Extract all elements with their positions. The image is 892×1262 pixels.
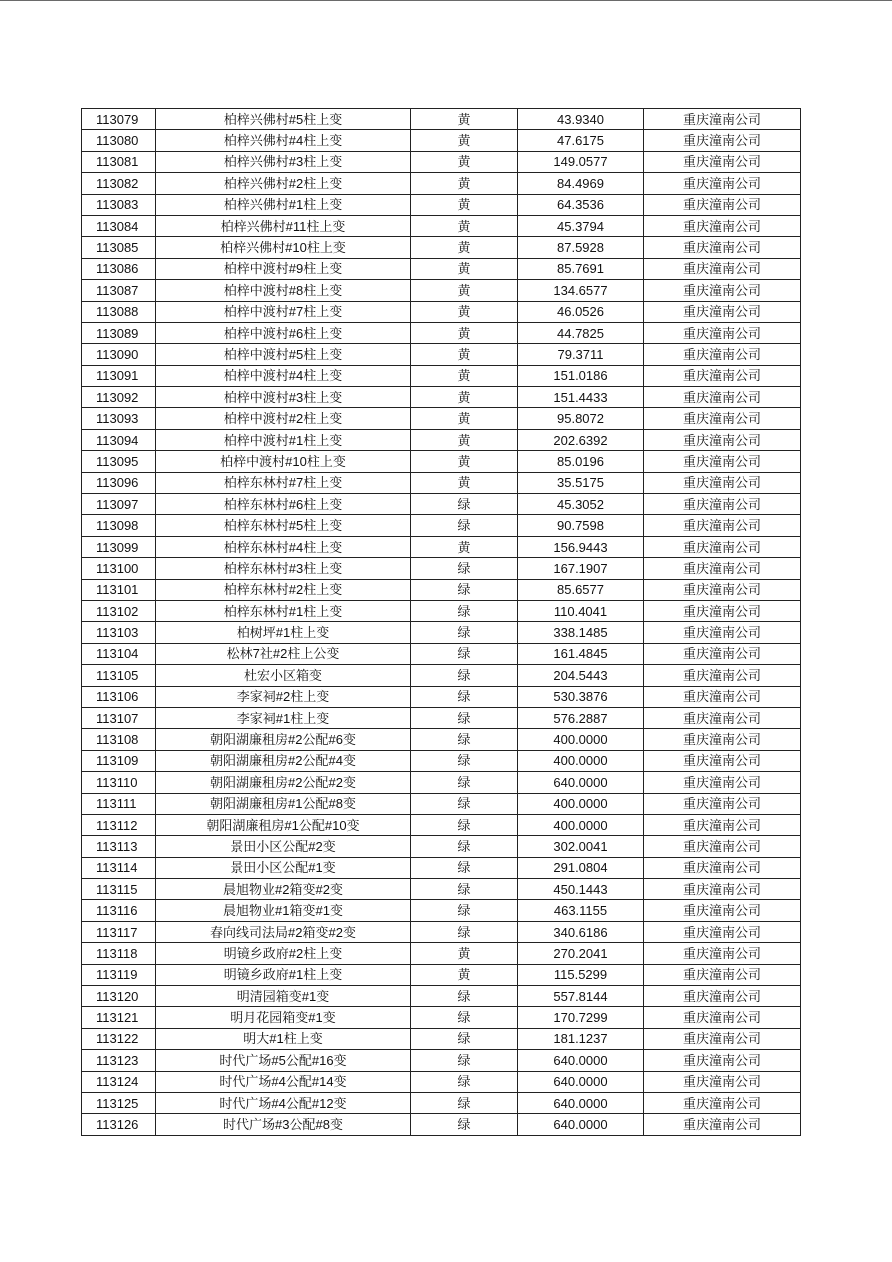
cell-value: 156.9443 [518,536,644,557]
cell-status: 绿 [411,707,518,728]
cell-id: 113109 [82,750,156,771]
cell-value: 400.0000 [518,750,644,771]
cell-transformer-name: 柏梓中渡村#3柱上变 [156,387,411,408]
cell-status: 黄 [411,387,518,408]
cell-company: 重庆潼南公司 [644,387,801,408]
table-row [82,707,801,728]
cell-value: 85.6577 [518,579,644,600]
cell-status: 绿 [411,665,518,686]
cell-transformer-name: 柏梓兴佛村#3柱上变 [156,151,411,172]
cell-company: 重庆潼南公司 [644,836,801,857]
cell-id: 113091 [82,365,156,386]
cell-transformer-name: 柏梓东林村#3柱上变 [156,558,411,579]
cell-value: 87.5928 [518,237,644,258]
cell-status: 绿 [411,1050,518,1071]
cell-value: 270.2041 [518,943,644,964]
cell-value: 85.0196 [518,451,644,472]
cell-transformer-name: 柏树坪#1柱上变 [156,622,411,643]
table-row [82,729,801,750]
cell-id: 113093 [82,408,156,429]
cell-id: 113105 [82,665,156,686]
cell-id: 113080 [82,130,156,151]
cell-company: 重庆潼南公司 [644,729,801,750]
cell-transformer-name: 景田小区公配#1变 [156,857,411,878]
cell-status: 黄 [411,964,518,985]
cell-status: 黄 [411,151,518,172]
cell-id: 113084 [82,215,156,236]
cell-status: 绿 [411,1114,518,1135]
cell-status: 黄 [411,258,518,279]
table-row [82,515,801,536]
cell-value: 85.7691 [518,258,644,279]
table-row [82,1028,801,1049]
cell-company: 重庆潼南公司 [644,365,801,386]
cell-company: 重庆潼南公司 [644,258,801,279]
table-row [82,814,801,835]
cell-company: 重庆潼南公司 [644,429,801,450]
cell-id: 113126 [82,1114,156,1135]
cell-company: 重庆潼南公司 [644,579,801,600]
table-row [82,536,801,557]
table-row [82,686,801,707]
table-row [82,130,801,151]
cell-status: 绿 [411,558,518,579]
cell-transformer-name: 春向线司法局#2箱变#2变 [156,921,411,942]
cell-id: 113112 [82,814,156,835]
cell-status: 黄 [411,301,518,322]
cell-value: 640.0000 [518,1071,644,1092]
cell-status: 黄 [411,365,518,386]
cell-value: 151.0186 [518,365,644,386]
cell-status: 绿 [411,579,518,600]
cell-company: 重庆潼南公司 [644,900,801,921]
cell-value: 640.0000 [518,772,644,793]
cell-id: 113118 [82,943,156,964]
cell-transformer-name: 明镜乡政府#1柱上变 [156,964,411,985]
cell-value: 149.0577 [518,151,644,172]
table-row [82,772,801,793]
cell-id: 113115 [82,879,156,900]
cell-status: 黄 [411,943,518,964]
cell-status: 黄 [411,237,518,258]
table-row [82,215,801,236]
cell-id: 113104 [82,643,156,664]
table-row [82,900,801,921]
table-row [82,1114,801,1135]
cell-transformer-name: 明月花园箱变#1变 [156,1007,411,1028]
cell-id: 113099 [82,536,156,557]
cell-company: 重庆潼南公司 [644,558,801,579]
cell-id: 113124 [82,1071,156,1092]
cell-value: 95.8072 [518,408,644,429]
cell-company: 重庆潼南公司 [644,964,801,985]
table-row [82,344,801,365]
cell-company: 重庆潼南公司 [644,750,801,771]
cell-id: 113082 [82,173,156,194]
table-row [82,665,801,686]
cell-id: 113086 [82,258,156,279]
cell-company: 重庆潼南公司 [644,109,801,130]
table-row [82,301,801,322]
table-row [82,622,801,643]
cell-value: 640.0000 [518,1114,644,1135]
cell-transformer-name: 李家祠#1柱上变 [156,707,411,728]
cell-company: 重庆潼南公司 [644,130,801,151]
cell-transformer-name: 柏梓中渡村#5柱上变 [156,344,411,365]
cell-id: 113079 [82,109,156,130]
table-body [82,109,801,1136]
cell-id: 113081 [82,151,156,172]
cell-id: 113125 [82,1092,156,1113]
cell-status: 绿 [411,750,518,771]
cell-company: 重庆潼南公司 [644,322,801,343]
cell-transformer-name: 松林7社#2柱上公变 [156,643,411,664]
cell-status: 绿 [411,879,518,900]
table-row [82,237,801,258]
cell-transformer-name: 朝阳湖廉租房#2公配#6变 [156,729,411,750]
cell-company: 重庆潼南公司 [644,173,801,194]
cell-id: 113098 [82,515,156,536]
cell-id: 113088 [82,301,156,322]
table-row [82,451,801,472]
cell-status: 绿 [411,814,518,835]
cell-value: 530.3876 [518,686,644,707]
table-row [82,921,801,942]
table-row [82,151,801,172]
cell-company: 重庆潼南公司 [644,1114,801,1135]
cell-transformer-name: 柏梓中渡村#2柱上变 [156,408,411,429]
cell-status: 绿 [411,515,518,536]
cell-value: 400.0000 [518,729,644,750]
cell-status: 绿 [411,900,518,921]
cell-id: 113110 [82,772,156,793]
cell-transformer-name: 柏梓兴佛村#10柱上变 [156,237,411,258]
cell-value: 557.8144 [518,986,644,1007]
cell-company: 重庆潼南公司 [644,536,801,557]
table-row [82,258,801,279]
cell-status: 黄 [411,536,518,557]
table-row [82,986,801,1007]
cell-status: 黄 [411,429,518,450]
cell-id: 113120 [82,986,156,1007]
cell-id: 113103 [82,622,156,643]
cell-company: 重庆潼南公司 [644,986,801,1007]
cell-transformer-name: 柏梓中渡村#10柱上变 [156,451,411,472]
cell-status: 黄 [411,194,518,215]
cell-transformer-name: 明大#1柱上变 [156,1028,411,1049]
table-row [82,387,801,408]
cell-transformer-name: 柏梓东林村#5柱上变 [156,515,411,536]
transformer-table [81,108,801,1136]
table-row [82,280,801,301]
cell-company: 重庆潼南公司 [644,280,801,301]
cell-value: 46.0526 [518,301,644,322]
cell-transformer-name: 朝阳湖廉租房#2公配#4变 [156,750,411,771]
cell-id: 113096 [82,472,156,493]
cell-transformer-name: 明清园箱变#1变 [156,986,411,1007]
cell-company: 重庆潼南公司 [644,1007,801,1028]
cell-status: 绿 [411,836,518,857]
cell-value: 340.6186 [518,921,644,942]
table-row [82,857,801,878]
cell-id: 113100 [82,558,156,579]
cell-value: 47.6175 [518,130,644,151]
cell-status: 黄 [411,344,518,365]
page-top-rule [0,0,892,1]
cell-value: 204.5443 [518,665,644,686]
cell-id: 113087 [82,280,156,301]
table-row [82,173,801,194]
cell-company: 重庆潼南公司 [644,921,801,942]
cell-value: 110.4041 [518,600,644,621]
cell-transformer-name: 柏梓东林村#4柱上变 [156,536,411,557]
cell-transformer-name: 柏梓兴佛村#1柱上变 [156,194,411,215]
cell-company: 重庆潼南公司 [644,772,801,793]
cell-value: 181.1237 [518,1028,644,1049]
cell-transformer-name: 景田小区公配#2变 [156,836,411,857]
cell-value: 400.0000 [518,793,644,814]
cell-transformer-name: 时代广场#5公配#16变 [156,1050,411,1071]
cell-company: 重庆潼南公司 [644,665,801,686]
table-row [82,600,801,621]
cell-company: 重庆潼南公司 [644,408,801,429]
cell-transformer-name: 柏梓兴佛村#11柱上变 [156,215,411,236]
cell-value: 79.3711 [518,344,644,365]
table-row [82,194,801,215]
cell-company: 重庆潼南公司 [644,943,801,964]
cell-id: 113106 [82,686,156,707]
cell-value: 64.3536 [518,194,644,215]
cell-transformer-name: 时代广场#3公配#8变 [156,1114,411,1135]
cell-value: 338.1485 [518,622,644,643]
cell-value: 576.2887 [518,707,644,728]
table-row [82,365,801,386]
table-row [82,322,801,343]
cell-company: 重庆潼南公司 [644,451,801,472]
cell-value: 45.3052 [518,494,644,515]
cell-status: 黄 [411,322,518,343]
cell-value: 90.7598 [518,515,644,536]
cell-value: 151.4433 [518,387,644,408]
cell-id: 113116 [82,900,156,921]
cell-company: 重庆潼南公司 [644,237,801,258]
cell-status: 黄 [411,130,518,151]
cell-company: 重庆潼南公司 [644,1092,801,1113]
table-row [82,558,801,579]
cell-status: 黄 [411,215,518,236]
cell-company: 重庆潼南公司 [644,494,801,515]
cell-transformer-name: 柏梓中渡村#8柱上变 [156,280,411,301]
cell-transformer-name: 柏梓东林村#7柱上变 [156,472,411,493]
cell-id: 113113 [82,836,156,857]
cell-company: 重庆潼南公司 [644,151,801,172]
table-row [82,879,801,900]
table-row [82,429,801,450]
cell-id: 113121 [82,1007,156,1028]
cell-id: 113117 [82,921,156,942]
cell-company: 重庆潼南公司 [644,857,801,878]
table-row [82,1071,801,1092]
cell-transformer-name: 柏梓东林村#1柱上变 [156,600,411,621]
cell-id: 113123 [82,1050,156,1071]
cell-transformer-name: 朝阳湖廉租房#1公配#8变 [156,793,411,814]
cell-transformer-name: 明镜乡政府#2柱上变 [156,943,411,964]
cell-status: 黄 [411,451,518,472]
cell-status: 绿 [411,494,518,515]
cell-status: 绿 [411,622,518,643]
cell-company: 重庆潼南公司 [644,215,801,236]
cell-transformer-name: 李家祠#2柱上变 [156,686,411,707]
cell-company: 重庆潼南公司 [644,1028,801,1049]
cell-id: 113108 [82,729,156,750]
cell-transformer-name: 柏梓兴佛村#2柱上变 [156,173,411,194]
cell-id: 113092 [82,387,156,408]
table-row [82,408,801,429]
cell-company: 重庆潼南公司 [644,1071,801,1092]
cell-transformer-name: 晨旭物业#2箱变#2变 [156,879,411,900]
cell-value: 161.4845 [518,643,644,664]
cell-transformer-name: 柏梓兴佛村#4柱上变 [156,130,411,151]
cell-value: 202.6392 [518,429,644,450]
cell-value: 43.9340 [518,109,644,130]
cell-status: 绿 [411,1092,518,1113]
cell-status: 绿 [411,643,518,664]
cell-transformer-name: 朝阳湖廉租房#1公配#10变 [156,814,411,835]
cell-status: 绿 [411,793,518,814]
cell-value: 35.5175 [518,472,644,493]
cell-status: 绿 [411,857,518,878]
cell-company: 重庆潼南公司 [644,194,801,215]
cell-id: 113111 [82,793,156,814]
table-row [82,643,801,664]
table-row [82,943,801,964]
cell-id: 113119 [82,964,156,985]
cell-value: 400.0000 [518,814,644,835]
cell-status: 绿 [411,729,518,750]
cell-status: 黄 [411,109,518,130]
table-row [82,472,801,493]
cell-status: 绿 [411,1028,518,1049]
cell-company: 重庆潼南公司 [644,344,801,365]
cell-transformer-name: 柏梓中渡村#6柱上变 [156,322,411,343]
cell-id: 113095 [82,451,156,472]
cell-status: 黄 [411,280,518,301]
cell-company: 重庆潼南公司 [644,301,801,322]
table-row [82,579,801,600]
cell-id: 113101 [82,579,156,600]
cell-transformer-name: 晨旭物业#1箱变#1变 [156,900,411,921]
cell-id: 113094 [82,429,156,450]
table-row [82,836,801,857]
cell-company: 重庆潼南公司 [644,643,801,664]
cell-id: 113083 [82,194,156,215]
cell-transformer-name: 朝阳湖廉租房#2公配#2变 [156,772,411,793]
cell-status: 绿 [411,686,518,707]
cell-transformer-name: 柏梓兴佛村#5柱上变 [156,109,411,130]
cell-value: 134.6577 [518,280,644,301]
cell-company: 重庆潼南公司 [644,707,801,728]
cell-transformer-name: 柏梓中渡村#1柱上变 [156,429,411,450]
cell-company: 重庆潼南公司 [644,1050,801,1071]
cell-value: 640.0000 [518,1050,644,1071]
table-row [82,964,801,985]
cell-id: 113122 [82,1028,156,1049]
cell-transformer-name: 柏梓中渡村#7柱上变 [156,301,411,322]
cell-id: 113107 [82,707,156,728]
table-row [82,109,801,130]
cell-transformer-name: 时代广场#4公配#12变 [156,1092,411,1113]
cell-company: 重庆潼南公司 [644,472,801,493]
cell-status: 绿 [411,600,518,621]
cell-transformer-name: 时代广场#4公配#14变 [156,1071,411,1092]
table-row [82,793,801,814]
cell-status: 黄 [411,173,518,194]
cell-id: 113102 [82,600,156,621]
cell-value: 640.0000 [518,1092,644,1113]
cell-transformer-name: 柏梓东林村#2柱上变 [156,579,411,600]
cell-company: 重庆潼南公司 [644,814,801,835]
cell-transformer-name: 柏梓东林村#6柱上变 [156,494,411,515]
cell-company: 重庆潼南公司 [644,515,801,536]
cell-status: 绿 [411,986,518,1007]
table-row [82,750,801,771]
cell-company: 重庆潼南公司 [644,686,801,707]
table-row [82,1050,801,1071]
table-row [82,494,801,515]
cell-company: 重庆潼南公司 [644,600,801,621]
cell-transformer-name: 柏梓中渡村#4柱上变 [156,365,411,386]
cell-status: 黄 [411,472,518,493]
cell-id: 113114 [82,857,156,878]
cell-value: 291.0804 [518,857,644,878]
cell-value: 463.1155 [518,900,644,921]
cell-status: 绿 [411,921,518,942]
cell-value: 44.7825 [518,322,644,343]
cell-value: 170.7299 [518,1007,644,1028]
cell-value: 302.0041 [518,836,644,857]
cell-status: 绿 [411,772,518,793]
cell-id: 113090 [82,344,156,365]
cell-value: 84.4969 [518,173,644,194]
cell-value: 45.3794 [518,215,644,236]
cell-status: 黄 [411,408,518,429]
cell-id: 113085 [82,237,156,258]
cell-status: 绿 [411,1071,518,1092]
cell-value: 167.1907 [518,558,644,579]
cell-value: 450.1443 [518,879,644,900]
cell-transformer-name: 杜宏小区箱变 [156,665,411,686]
table-row [82,1007,801,1028]
cell-company: 重庆潼南公司 [644,879,801,900]
cell-company: 重庆潼南公司 [644,622,801,643]
cell-id: 113097 [82,494,156,515]
cell-company: 重庆潼南公司 [644,793,801,814]
cell-id: 113089 [82,322,156,343]
cell-status: 绿 [411,1007,518,1028]
cell-transformer-name: 柏梓中渡村#9柱上变 [156,258,411,279]
cell-value: 115.5299 [518,964,644,985]
table-row [82,1092,801,1113]
